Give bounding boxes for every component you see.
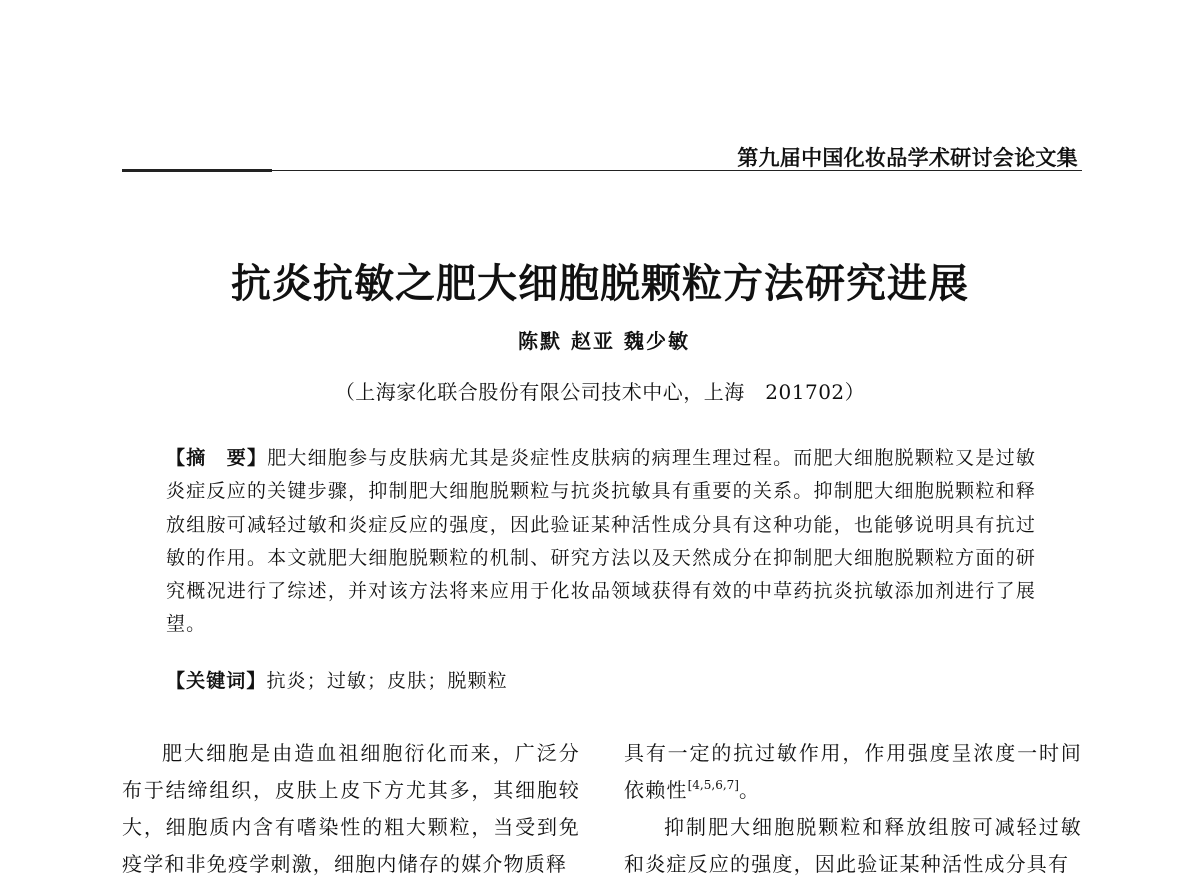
keywords-text: 抗炎；过敏；皮肤；脱颗粒 — [266, 670, 508, 692]
body-paragraph: 肥大细胞是由造血祖细胞衍化而来，广泛分布于结缔组织，皮肤上皮下方尤其多，其细胞较大，细胞质内含有嗜染性的粗大颗粒，当受到免疫学和非免疫学刺激，细胞内储存的媒介物质释 — [122, 741, 580, 876]
header-rule — [122, 170, 1082, 171]
body-paragraph: 抑制肥大细胞脱颗粒和释放组胺可减轻过敏和炎症反应的强度，因此验证某种活性成分具有 — [624, 815, 1082, 876]
running-header: 第九届中国化妆品学术研讨会论文集 — [737, 146, 1078, 170]
citation-ref: [4,5,6,7] — [687, 778, 739, 792]
abstract-label: 【摘 要】 — [166, 447, 268, 469]
body-left-column — [122, 735, 580, 883]
authors: 陈默 赵亚 魏少敏 — [518, 329, 690, 353]
keywords — [166, 666, 1036, 693]
body-text: 具有一定的抗过敏作用，作用强度呈浓度一时间依赖性 — [624, 741, 1082, 802]
keywords-label: 【关键词】 — [166, 670, 267, 692]
article-title: 抗炎抗敏之肥大细胞脱颗粒方法研究进展 — [231, 261, 969, 307]
abstract — [166, 442, 1036, 642]
body-paragraph-continued — [624, 735, 1082, 809]
body-right-column — [624, 735, 1082, 883]
body-text-end: 。 — [738, 778, 761, 802]
affiliation: （上海家化联合股份有限公司技术中心，上海 201702） — [334, 380, 866, 404]
abstract-text: 肥大细胞参与皮肤病尤其是炎症性皮肤病的病理生理过程。而肥大细胞脱颗粒又是过敏炎症反应的关键步骤，抑制肥大细胞脱颗粒与抗炎抗敏具有重要的关系。抑制肥大细胞脱颗粒和释放组胺可减轻过敏和炎症反应的强度，因此验证某种活性成分具有这种功能，也能够说明具有抗过敏的作用。本文就肥大细胞脱颗粒的机制、研究方法以及天然成分在抑制肥大细胞脱颗粒方面的研究概况进行了综述，并对该方法将来应用于化妆品领域获得有效的中草药抗炎抗敏添加剂进行了展望。 — [166, 447, 1036, 636]
